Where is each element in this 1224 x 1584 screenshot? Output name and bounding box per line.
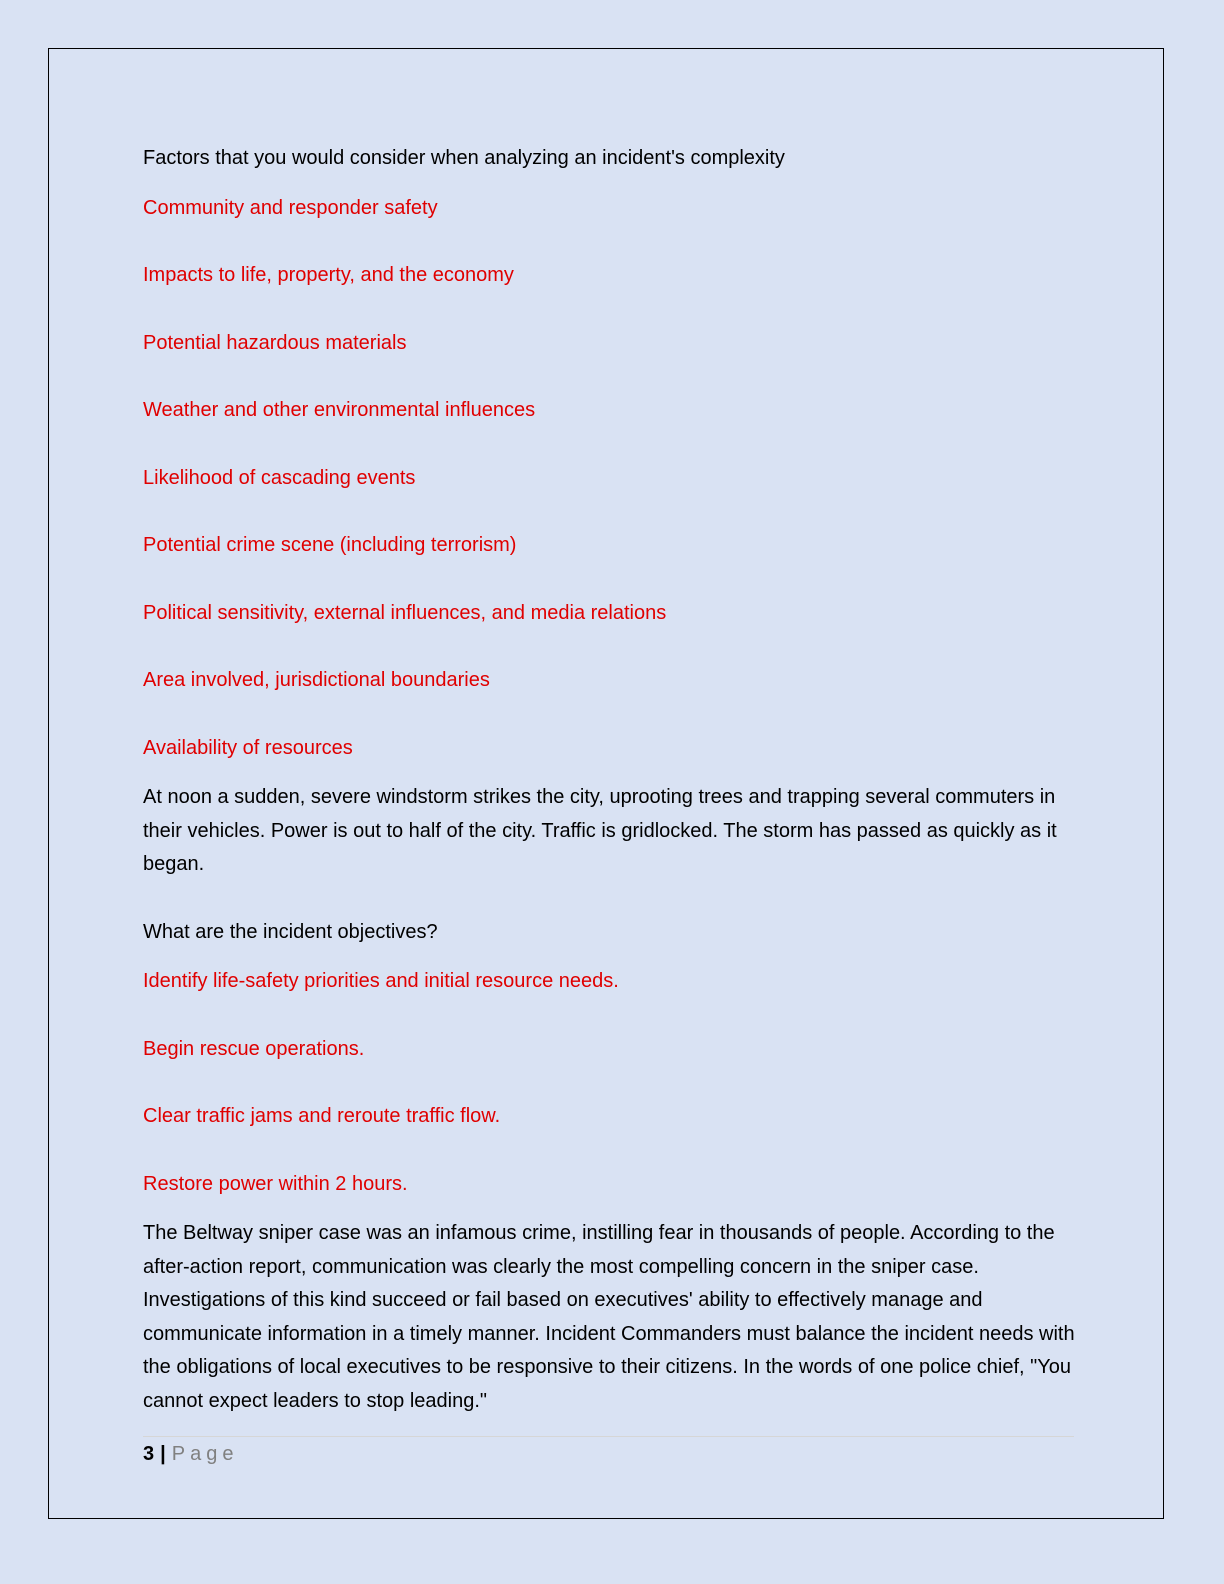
factor-item: Community and responder safety [143, 196, 438, 219]
objective-item: Begin rescue operations. [143, 1037, 365, 1060]
objective-item: Restore power within 2 hours. [143, 1172, 408, 1195]
page-footer [143, 1440, 238, 1468]
objective-item: Identify life-safety priorities and initial resource needs. [143, 970, 619, 992]
factor-item: Likelihood of cascading events [143, 466, 416, 489]
factor-item: Impacts to life, property, and the economy [143, 264, 514, 286]
factor-item: Weather and other environmental influences [143, 399, 536, 421]
footer-separator: | [160, 1443, 166, 1465]
factor-item: Political sensitivity, external influences, and media relations [143, 601, 667, 624]
factor-item: Potential hazardous materials [143, 331, 407, 354]
factor-item: Availability of resources [143, 736, 353, 759]
page-label: Page [171, 1443, 239, 1465]
page-number: 3 [143, 1443, 155, 1465]
intro-heading: Factors that you would consider when analyzing an incident's complexity [143, 147, 785, 169]
footer-divider [143, 1436, 1074, 1437]
scenario-paragraph: At noon a sudden, severe windstorm strikes the city, uprooting trees and trapping several commuters in their vehicles. Power is out to half of the city. Traffic is gridlocked. The storm has passed as quickly as it began. [143, 786, 1057, 875]
factor-item: Potential crime scene (including terrorism) [143, 534, 517, 556]
document-body [143, 142, 1078, 1418]
factor-item: Area involved, jurisdictional boundaries [143, 669, 490, 691]
objective-item: Clear traffic jams and reroute traffic flow. [143, 1105, 501, 1127]
objectives-question: What are the incident objectives? [143, 920, 438, 943]
closing-paragraph: The Beltway sniper case was an infamous crime, instilling fear in thousands of people. According to the after-action report, communication was clearly the most compelling concern in the sniper case. Investigations of this kind succeed or fail based on executives' ability to effectively manage and communicate information in a timely manner. Incident Commanders must balance the incident needs with the obligations of local executives to be responsive to their citizens. In the words of one police chief, "You cannot expect leaders to stop leading." [143, 1222, 1075, 1412]
